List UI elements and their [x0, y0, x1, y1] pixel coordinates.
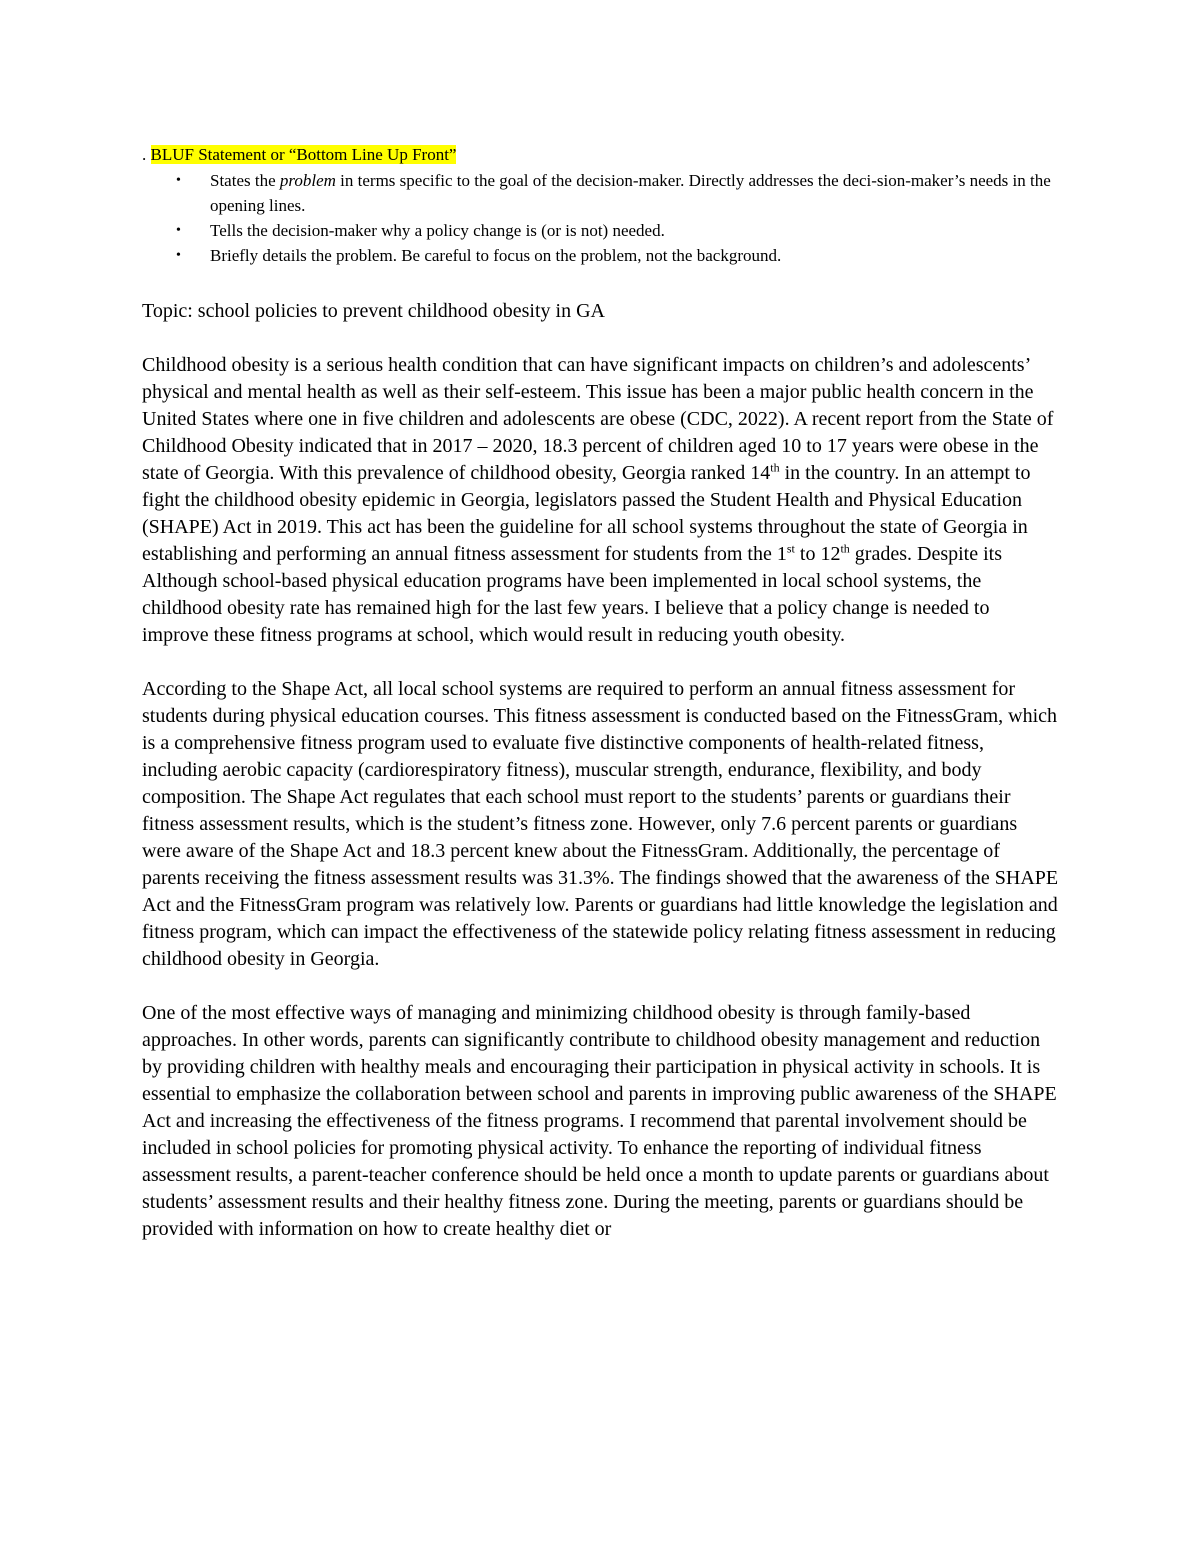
paragraph-text-part: to 12 [794, 543, 841, 565]
paragraph-text-part: Childhood obesity is a serious health condition that can have significant impacts on children’s and adolescents’ physical and mental health as well as their self-esteem. This issue has been a major public health concern in the United States where one in five children and adolescents are obese (CDC, 2022). A recent report from the State of Childhood Obesity indicated that in 2017 – 2020, 18.3 percent of children aged 10 to 17 years were obese in the state of Georgia. With this prevalence of childhood obesity, Georgia ranked 14 [142, 354, 1054, 484]
bullet-text: Tells the decision-maker why a policy change is (or is not) needed. [210, 221, 665, 240]
bullet-text-part: in terms specific to the goal of the decision-maker. Directly addresses the deci-sion-maker’s needs in the opening lines. [210, 171, 1051, 215]
bullet-icon: • [176, 223, 181, 238]
ordinal-superscript: th [770, 460, 780, 475]
bullet-item-problem [176, 168, 1060, 218]
bullet-text: Briefly details the problem. Be careful to focus on the problem, not the background. [210, 246, 782, 265]
bullet-emphasis: problem [279, 171, 336, 190]
paragraph-recommendation: One of the most effective ways of managing and minimizing childhood obesity is through family-based approaches. In other words, parents can significantly contribute to childhood obesity management and reduction by providing children with healthy meals and encouraging their participation in physical activity in schools. It is essential to emphasize the collaboration between school and parents in improving public awareness of the SHAPE Act and increasing the effectiveness of the fitness programs. I recommend that parental involvement should be included in school policies for promoting physical activity. To enhance the reporting of individual fitness assessment results, a parent-teacher conference should be held once a month to update parents or guardians about students’ assessment results and their healthy fitness zone. During the meeting, parents or guardians should be provided with information on how to create healthy diet or [142, 1002, 1057, 1240]
bullet-icon: • [176, 173, 181, 188]
bluf-prefix: . [142, 145, 151, 164]
paragraph-shape-act: According to the Shape Act, all local school systems are required to perform an annual fitness assessment for students during physical education courses. This fitness assessment is conducted based on the FitnessGram, which is a comprehensive fitness program used to evaluate five distinctive components of health-related fitness, including aerobic capacity (cardiorespiratory fitness), muscular strength, endurance, flexibility, and body composition. The Shape Act regulates that each school must report to the students’ parents or guardians their fitness assessment results, which is the student’s fitness zone. However, only 7.6 percent parents or guardians were aware of the Shape Act and 18.3 percent knew about the FitnessGram. Additionally, the percentage of parents receiving the fitness assessment results was 31.3%. The findings showed that the awareness of the SHAPE Act and the FitnessGram program was relatively low. Parents or guardians had little knowledge the legislation and fitness program, which can impact the effectiveness of the statewide policy relating fitness assessment in reducing childhood obesity in Georgia. [142, 678, 1059, 970]
bullet-icon: • [176, 248, 181, 263]
ordinal-superscript: th [840, 541, 850, 556]
paragraph-text-part: in the country. In an attempt to fight the childhood obesity epidemic in Georgia, legislators passed the Student Health and Physical Education (SHAPE) Act in 2019. This act has been the guideline for all school systems throughout the state of Georgia in establishing and performing an annual fitness assessment for students from the 1 [142, 462, 1031, 565]
bluf-heading [142, 142, 1060, 168]
ordinal-superscript: st [786, 541, 795, 556]
bluf-bullet-list [142, 168, 1060, 268]
bluf-title-highlighted: BLUF Statement or “Bottom Line Up Front” [150, 145, 457, 164]
topic-line: Topic: school policies to prevent childhood obesity in GA [142, 300, 605, 322]
bullet-item-details [176, 243, 1060, 268]
paragraph-intro [142, 352, 1060, 649]
bullet-text-part: States the [210, 171, 280, 190]
bullet-item-policy-change [176, 218, 1060, 243]
document-body [142, 142, 1060, 1243]
paragraph-text-part: grades. Despite its Although school-based physical education programs have been implemented in local school systems, the childhood obesity rate has remained high for the last few years. I believe that a policy change is needed to improve these fitness programs at school, which would result in reducing youth obesity. [142, 543, 1002, 646]
